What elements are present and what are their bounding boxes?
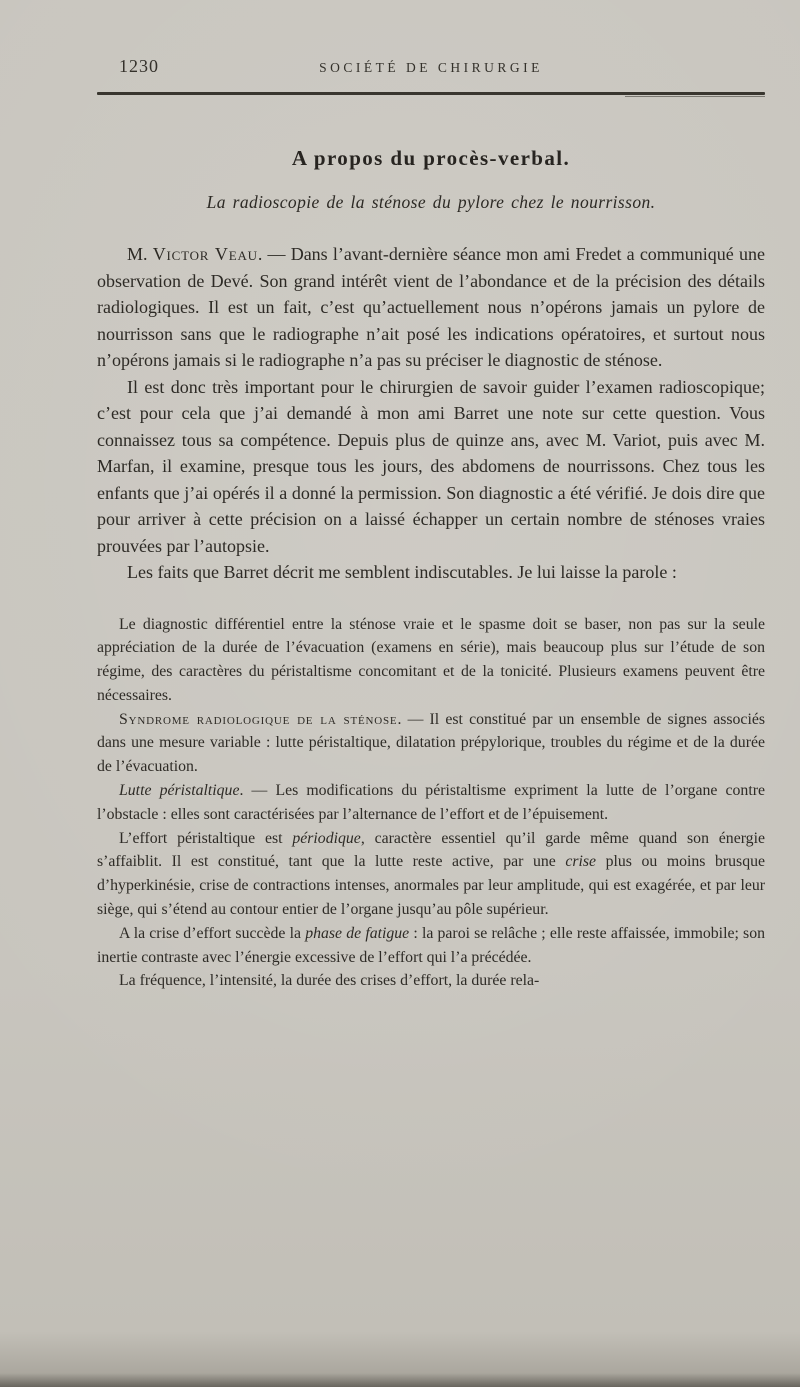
text-run: Il est donc très important pour le chirurgien de savoir guider l’examen radioscopique; c’est pour cela que j’ai demandé à mon ami Barret une note sur cette question. Vous connaissez tous sa compétence. Depuis plus de quinze ans, avec M. Variot, puis avec M. Marfan, il examine, presque tous les jours, des abdomens de nourrissons. Chez tous les enfants que j’ai opérés il a donné la permission. Son diagnostic a été vérifié. Je dois dire que pour arriver à cette précision on a laissé échapper un certain nombre de sténoses vraies prouvées par l’autopsie. (97, 376, 765, 556)
paragraph (97, 559, 765, 586)
paragraph (97, 374, 765, 560)
paragraph (97, 708, 765, 779)
text-run: : la paroi se relâche ; elle reste affaissée, immobile; son inertie contraste avec l’énergie excessive de l’effort qui l’a précédée. (97, 924, 765, 966)
text-run: . — Il est constitué par un ensemble de signes associés dans une mesure variable : lutte péristaltique, dilatation prépylorique, troubles du régime et de la durée de l’évacuation. (97, 710, 765, 776)
text-run: A la crise d’effort succède la (119, 924, 306, 942)
text-run: L’effort péristaltique est (119, 829, 293, 847)
paragraph (97, 779, 765, 827)
smallcaps-text: Victor Veau (152, 244, 258, 264)
text-run: plus ou moins brusque d’hyperkinésie, crise de contractions intenses, anormales par leur amplitude, qui est exagérée, et par leur siège, qui s’étend au contour entier de l’organe jusqu’au pôle supérieur. (97, 853, 766, 919)
paragraph (97, 969, 765, 993)
text-run: . — Les modifications du péristaltisme expriment la lutte de l’organe contre l’obstacle : elles sont caractérisées par l’alternance de l’effort et de l’épuisement. (97, 782, 765, 823)
header-rule (97, 92, 765, 95)
report-section (97, 613, 765, 994)
text-run: Les faits que Barret décrit me semblent indiscutables. Je lui laisse la parole : (127, 562, 677, 582)
text-run: La fréquence, l’intensité, la durée des crises d’effort, la durée rela- (119, 972, 540, 990)
italic-text: crise (565, 853, 597, 871)
italic-text: phase de fatigue (305, 924, 410, 942)
body-text (97, 241, 765, 993)
paragraph (97, 922, 765, 970)
paragraph (97, 613, 765, 708)
page-number: 1230 (119, 56, 159, 76)
smallcaps-text: Syndrome radiologique de la sténose (119, 710, 398, 728)
text-run: Le diagnostic différentiel entre la sténose vraie et le spasme doit se baser, non pas sur la seule appréciation de la durée de l’évacuation (examens en série), mais beaucoup plus sur l’étude de son régime, des caractères du péristaltisme concomitant et de la tonicité. Plusieurs examens peuvent être nécessaires. (97, 615, 765, 704)
paragraph (97, 827, 765, 922)
running-title: SOCIÉTÉ DE CHIRURGIE (319, 60, 543, 75)
text-run: . — Dans l’avant-dernière séance mon ami Fredet a communiqué une observation de Devé. Son grand intérêt vient de l’abondance et de la précision des détails radiologiques. Il est un fait, c’est qu’actuellement nous n’opérons jamais un pylore de nourrisson sans que le radiographe n’ait posé les indications opératoires, et surtout nous n’opérons jamais si le radiographe n’a pas su préciser le diagnostic de sténose. (97, 244, 765, 370)
page-header (97, 56, 765, 84)
paragraph (97, 241, 765, 374)
text-run: , caractère essentiel qu’il garde même quand son énergie s’affaiblit. Il est constitué, tant que la lutte reste active, par une (97, 829, 765, 871)
speech-section (97, 241, 765, 586)
article-subtitle: La radioscopie de la sténose du pylore chez le nourrisson. (206, 192, 656, 212)
text-run: M. (127, 244, 153, 264)
article-title: A propos du procès-verbal. (291, 146, 571, 171)
italic-text: Lutte péristaltique (119, 782, 240, 800)
italic-text: périodique (292, 829, 361, 847)
